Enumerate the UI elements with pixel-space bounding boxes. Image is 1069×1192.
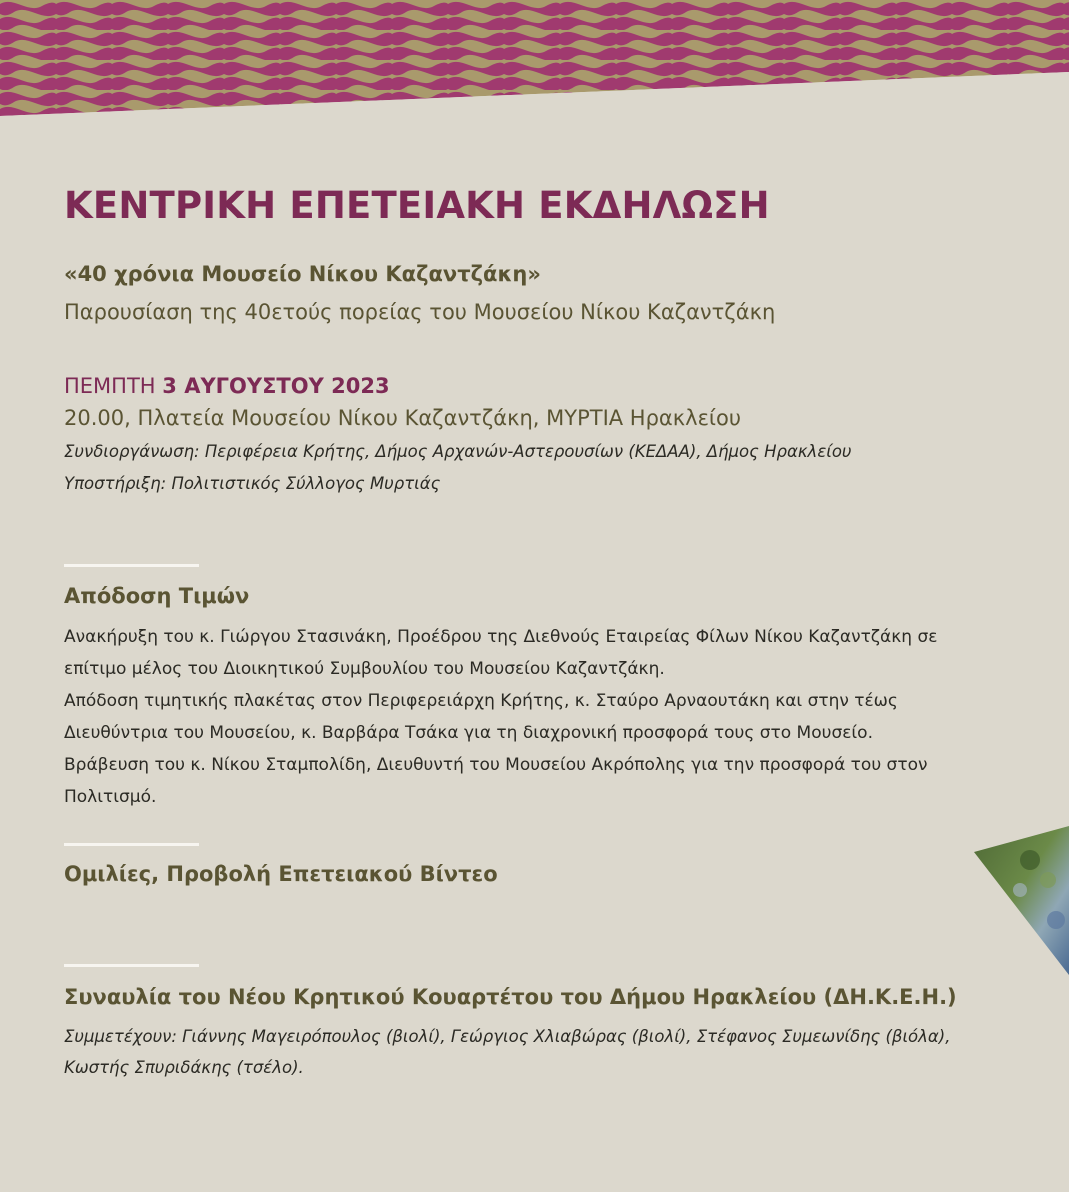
honors-line: Διευθύντρια του Μουσείου, κ. Βαρβάρα Τσάκα για τη διαχρονική προσφορά τους στο Μουσείο. <box>64 723 873 743</box>
event-subtitle-bold: «40 χρόνια Μουσείο Νίκου Καζαντζάκη» <box>64 262 541 286</box>
honors-line: επίτιμο μέλος του Διοικητικού Συμβουλίου του Μουσείου Καζαντζάκη. <box>64 659 665 679</box>
honors-line: Ανακήρυξη του κ. Γιώργου Στασινάκη, Προέδρου της Διεθνούς Εταιρείας Φίλων Νίκου Καζαντζάκη σε <box>64 627 938 647</box>
section-divider <box>64 564 199 567</box>
support-text: Υποστήριξη: Πολιτιστικός Σύλλογος Μυρτιάς <box>64 474 441 493</box>
decorative-photo-corner <box>960 800 1069 980</box>
concert-performers-line: Συμμετέχουν: Γιάννης Μαγειρόπουλος (βιολί), Γεώργιος Χλιαβώρας (βιολί), Στέφανος Συμεωνίδης (βιόλα), <box>64 1027 951 1046</box>
coorganization-text: Συνδιοργάνωση: Περιφέρεια Κρήτης, Δήμος Αρχανών-Αστερουσίων (ΚΕΔΑΑ), Δήμος Ηρακλείου <box>64 442 852 461</box>
honors-line: Απόδοση τιμητικής πλακέτας στον Περιφερειάρχη Κρήτης, κ. Σταύρο Αρναουτάκη και στην τέως <box>64 691 898 711</box>
honors-line: Πολιτισμό. <box>64 787 157 807</box>
honors-line: Βράβευση του κ. Νίκου Σταμπολίδη, Διευθυντή του Μουσείου Ακρόπολης για την προσφορά του στον <box>64 755 928 775</box>
section-divider <box>64 843 199 846</box>
honors-text <box>64 621 937 813</box>
event-subtitle: Παρουσίαση της 40ετούς πορείας του Μουσείου Νίκου Καζαντζάκη <box>64 300 776 324</box>
concert-performers-line: Κωστής Σπυριδάκης (τσέλο). <box>64 1058 304 1077</box>
event-day: ΠΕΜΠΤΗ <box>64 374 163 398</box>
event-date: 3 ΑΥΓΟΥΣΤΟΥ 2023 <box>162 374 390 398</box>
speeches-heading: Ομιλίες, Προβολή Επετειακού Βίντεο <box>64 862 498 886</box>
concert-heading: Συναυλία του Νέου Κρητικού Κουαρτέτου του Δήμου Ηρακλείου (ΔΗ.Κ.Ε.Η.) <box>64 985 957 1009</box>
event-date-line <box>64 374 390 398</box>
decorative-wave-banner <box>0 0 1069 120</box>
section-divider <box>64 964 199 967</box>
page-title: ΚΕΝΤΡΙΚΗ ΕΠΕΤΕΙΑΚΗ ΕΚΔΗΛΩΣΗ <box>64 184 770 227</box>
event-venue: 20.00, Πλατεία Μουσείου Νίκου Καζαντζάκη, ΜΥΡΤΙΑ Ηρακλείου <box>64 406 742 430</box>
honors-heading: Απόδοση Τιμών <box>64 584 250 608</box>
